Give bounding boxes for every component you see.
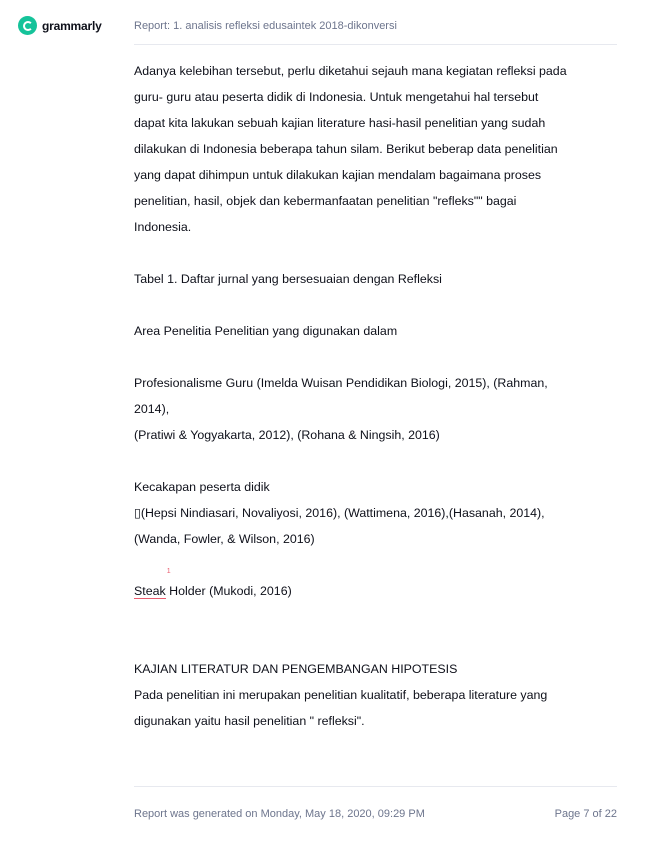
text-line: (Pratiwi & Yogyakarta, 2012), (Rohana & Ningsih, 2016) — [134, 428, 440, 442]
brand-name: grammarly — [42, 18, 102, 33]
text-line: dapat kita lakukan sebuah kajian literature hasi-hasil penelitian yang sudah — [134, 116, 546, 130]
flagged-issue[interactable] — [134, 568, 171, 604]
text-line: ▯(Hepsi Nindiasari, Novaliyosi, 2016), (Wattimena, 2016),(Hasanah, 2014), — [134, 506, 545, 520]
text-line: digunakan yaitu hasil penelitian " refleksi". — [134, 714, 365, 728]
text-line: Kecakapan peserta didik — [134, 480, 270, 494]
table-header: Area Penelitia Penelitian yang digunakan dalam — [134, 324, 398, 338]
grammarly-logo — [18, 16, 102, 35]
text-line: (Wanda, Fowler, & Wilson, 2016) — [134, 532, 315, 546]
text-line: dilakukan di Indonesia beberapa tahun silam. Berikut beberap data penelitian — [134, 142, 558, 156]
page-number: Page 7 of 22 — [554, 808, 617, 820]
issue-number: 1 — [166, 568, 171, 575]
text-line — [134, 568, 617, 604]
text-line: Adanya kelebihan tersebut, perlu diketahui sejauh mana kegiatan refleksi pada — [134, 64, 567, 78]
header-divider — [134, 44, 617, 45]
table-caption: Tabel 1. Daftar jurnal yang bersesuaian dengan Refleksi — [134, 272, 442, 286]
text-line: Indonesia. — [134, 220, 192, 234]
report-generated-date: Report was generated on Monday, May 18, 2020, 09:29 PM — [134, 808, 425, 820]
text-line: guru- guru atau peserta didik di Indonesia. Untuk mengetahui hal tersebut — [134, 90, 539, 104]
text-span: Holder (Mukodi, 2016) — [165, 584, 292, 598]
footer-divider — [134, 786, 617, 787]
text-line: 2014), — [134, 402, 170, 416]
grammarly-g-icon — [18, 16, 37, 35]
section-heading: KAJIAN LITERATUR DAN PENGEMBANGAN HIPOTESIS — [134, 662, 458, 676]
document-body — [134, 58, 617, 734]
flagged-word[interactable]: Steak — [134, 584, 166, 598]
text-line: Profesionalisme Guru (Imelda Wuisan Pendidikan Biologi, 2015), (Rahman, — [134, 376, 548, 390]
report-title: Report: 1. analisis refleksi edusaintek 2018-dikonversi — [134, 20, 397, 32]
text-line: yang dapat dihimpun untuk dilakukan kajian mendalam bagaimana proses — [134, 168, 542, 182]
text-line: penelitian, hasil, objek dan kebermanfaatan penelitian "refleks"" bagai — [134, 194, 517, 208]
text-line: Pada penelitian ini merupakan penelitian kualitatif, beberapa literature yang — [134, 688, 548, 702]
